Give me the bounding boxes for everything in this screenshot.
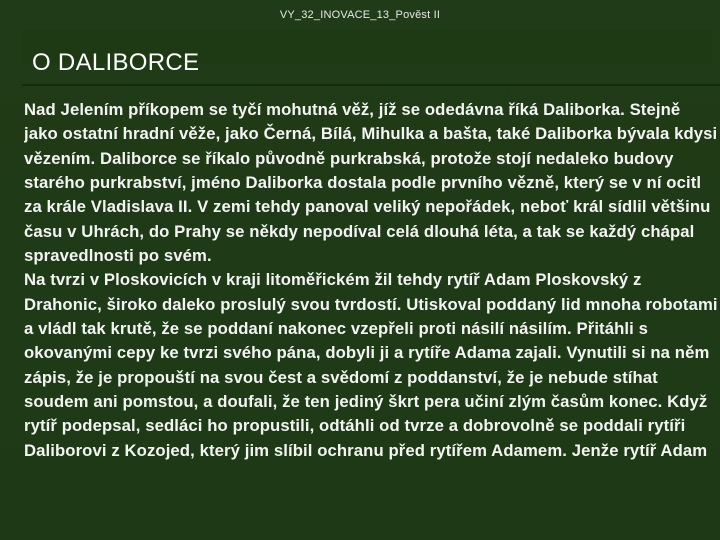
slide-title: O DALIBORCE	[32, 49, 200, 77]
document-code-caption: VY_32_INOVACE_13_Pověst II	[279, 9, 441, 21]
title-divider	[22, 84, 720, 86]
title-row	[0, 30, 720, 77]
story-paragraph-1: Nad Jelením příkopem se tyčí mohutná věž, jíž se odedávna říká Daliborka. Stejně jako ostatní hradní věže, jako Černá, Bílá, Mihulka a bašta, také Daliborka bývala kdysi vězením. Daliborce se říkalo původně purkrabská, protože stojí nedaleko budovy starého purkrabství, jméno Daliborka dostala podle prvního vězně, který se v ní ocitl za krále Vladislava II. V zemi tehdy panoval veliký nepořádek, neboť král sídlil většinu času v Uhrách, do Prahy se někdy nepodíval celá dlouhá léta, a tak se každý chápal spravedlnosti po svém.	[24, 100, 718, 266]
story-text	[24, 98, 718, 538]
story-paragraph-2: Na tvrzi v Ploskovicích v kraji litoměřickém žil tehdy rytíř Adam Ploskovský z Drahonic, široko daleko proslulý svou tvrdostí. Utiskoval poddaný lid mnoha robotami a vládl tak krutě, že se poddaní nakonec vzepřeli proti násilí násilím. Přitáhli s okovanými cepy ke tvrzi svého pána, dobyli ji a rytíře Adama zajali. Vynutili si na něm zápis, že je propouští na svou čest a svědomí z poddanství, že je nebude stíhat soudem ani pomstou, a doufali, že ten jediný škrt pera učiní zlým časům konec. Když rytíř podepsal, sedláci ho propustili, odtáhli od tvrze a dobrovolně se poddali rytíři Daliborovi z Kozojed, který jim slíbil ochranu před rytířem Adamem. Jenže rytíř Adam	[24, 270, 718, 460]
